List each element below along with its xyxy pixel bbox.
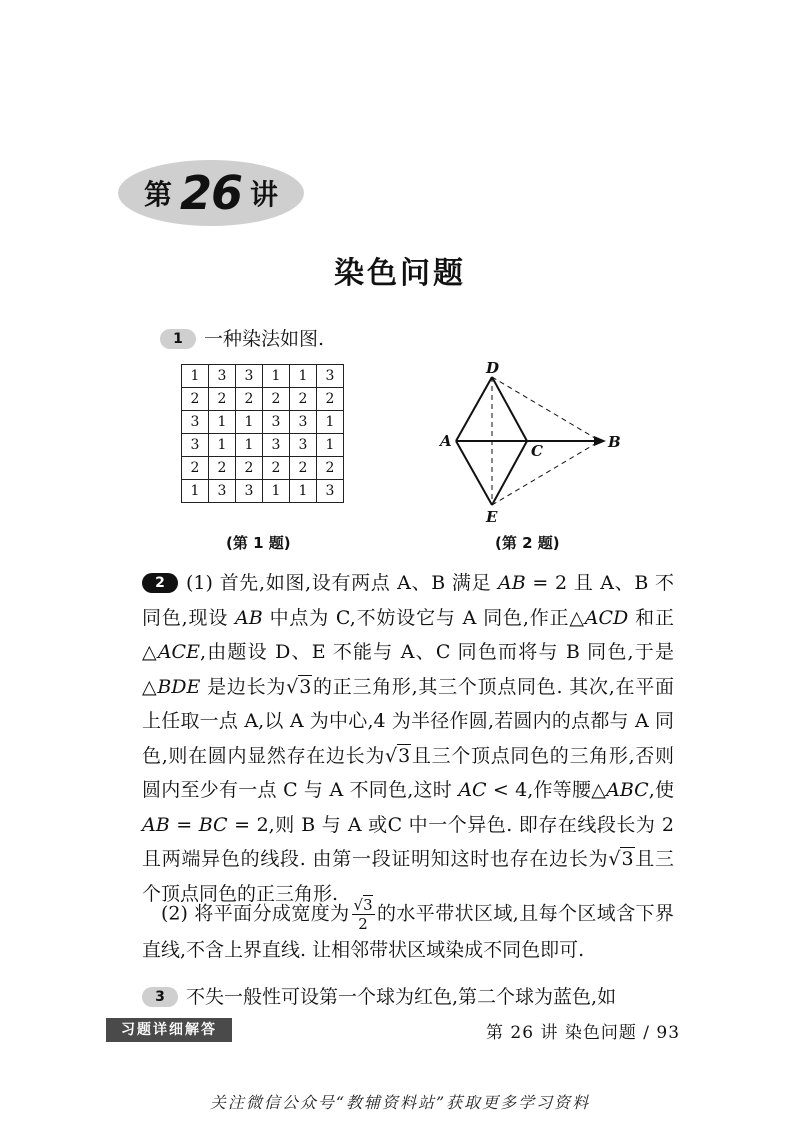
dashed-eb [492, 441, 600, 505]
grid-cell: 2 [263, 457, 290, 480]
grid-row [182, 365, 344, 388]
q2-seg: ,使 [648, 779, 674, 801]
grid-cell: 1 [182, 480, 209, 503]
fraction [352, 896, 375, 933]
chapter-prefix: 第 [143, 178, 172, 211]
grid-cell: 1 [209, 434, 236, 457]
q2-seg: = 2,则 B 与 A 或C 中一个异色. 即存在线段长为 2 且两端异色的线段. 由第一段证明知这时也存在边长为 [142, 813, 674, 870]
sqrt-symbol: √3 [608, 848, 634, 870]
footer-page-info: 第 26 讲 染色问题 / 93 [486, 1023, 681, 1043]
grid-cell: 3 [182, 411, 209, 434]
q2-seg: = [169, 813, 199, 836]
q2-math: AB [142, 813, 170, 836]
grid-cell: 1 [290, 365, 317, 388]
grid-cell: 3 [236, 480, 263, 503]
fraction-numerator-radicand: 3 [363, 896, 373, 914]
grid-cell: 2 [182, 457, 209, 480]
q2-math: ABC [606, 779, 649, 801]
grid-cell: 3 [290, 411, 317, 434]
question-3 [142, 980, 674, 1015]
grid-cell: 2 [236, 457, 263, 480]
sqrt-symbol: √3 [385, 744, 411, 767]
grid-cell: 2 [317, 388, 344, 411]
grid-cell: 3 [182, 434, 209, 457]
grid-row [182, 457, 344, 480]
grid-cell: 1 [317, 434, 344, 457]
grid-cell: 3 [290, 434, 317, 457]
question-1-text: 一种染法如图. [204, 328, 325, 350]
q2-seg: 且三个顶点同色的三角形,否则圆内至少有一点 C 与 A 不同色,这时 [142, 744, 674, 801]
segment-dc [492, 377, 527, 441]
grid-cell: 2 [290, 388, 317, 411]
figure-2-diagram [430, 360, 630, 525]
grid-row [182, 388, 344, 411]
grid-cell: 2 [290, 457, 317, 480]
label-c: C [531, 442, 543, 460]
grid-cell: 2 [263, 388, 290, 411]
q2-math: AB [498, 572, 526, 594]
grid-cell: 1 [263, 480, 290, 503]
grid-cell: 2 [236, 388, 263, 411]
grid-cell: 3 [317, 480, 344, 503]
q2-math: ACE [157, 641, 200, 663]
q2-seg: 中点为 C,不妨设它与 A 同色,作正△ [262, 606, 585, 629]
grid-cell: 1 [290, 480, 317, 503]
grid-row [182, 434, 344, 457]
footer-section-label: 习题详细解答 [106, 1018, 232, 1042]
label-a: A [440, 432, 452, 450]
grid-cell: 1 [236, 434, 263, 457]
q2-seg: 且三个顶点同色的正三角形. [142, 848, 674, 905]
q2-seg: = 2 且 A、B 不同色,现设 [142, 572, 675, 629]
sqrt-radicand: 3 [299, 675, 312, 698]
grid-cell: 1 [236, 411, 263, 434]
grid-cell: 1 [182, 365, 209, 388]
q2-math: BC [198, 813, 228, 836]
figure-1-caption: (第 1 题) [226, 534, 291, 552]
grid-row [182, 480, 344, 503]
question-1 [160, 324, 324, 351]
sqrt-radicand: 3 [621, 848, 634, 870]
grid-cell: 1 [263, 365, 290, 388]
question-2-part-1 [142, 566, 674, 911]
chapter-badge [118, 160, 304, 226]
label-b: B [608, 433, 621, 451]
grid-cell: 3 [236, 365, 263, 388]
grid-cell: 2 [209, 457, 236, 480]
grid-cell: 2 [209, 388, 236, 411]
q2-seg: 是边长为 [200, 675, 287, 698]
label-e: E [486, 508, 498, 525]
grid-row [182, 411, 344, 434]
chapter-number: 26 [179, 166, 242, 220]
q2-p2-text-b: 的水平带状区域,且每个区域含下界直线,不含上界直线. 让相邻带状区域染成不同色即可. [142, 902, 674, 961]
q2-seg: (1) 首先,如图,设有两点 A、B 满足 [186, 572, 499, 594]
page-title: 染色问题 [334, 256, 466, 291]
dashed-db [492, 377, 600, 441]
grid-cell: 3 [317, 365, 344, 388]
q2-seg: ,由题设 D、E 不能与 A、C 同色而将与 B 同色,于是△ [142, 641, 674, 698]
bottom-watermark-note: 关注微信公众号“教辅资料站”获取更多学习资料 [209, 1093, 591, 1112]
question-1-badge: 1 [160, 329, 196, 349]
q2-p2-text-a: (2) 将平面分成宽度为 [161, 902, 350, 925]
grid-cell: 3 [209, 365, 236, 388]
chapter-suffix: 讲 [250, 178, 279, 211]
q2-seg: 和正△ [142, 606, 674, 663]
figure-2-caption: (第 2 题) [495, 534, 560, 552]
segment-ae [456, 441, 492, 505]
question-2-badge: 2 [142, 573, 178, 593]
q2-math: ACD [584, 606, 629, 629]
q2-math: AC [458, 779, 487, 801]
grid-cell: 1 [317, 411, 344, 434]
grid-cell: 3 [209, 480, 236, 503]
fraction-numerator: √3 [353, 896, 373, 914]
grid-cell: 3 [263, 411, 290, 434]
sqrt-radicand: 3 [398, 744, 411, 767]
q2-math: BDE [157, 675, 201, 698]
label-d: D [486, 360, 500, 377]
question-2-part-2 [142, 896, 674, 968]
sqrt-symbol: √3 [286, 675, 312, 698]
segment-ad [456, 377, 492, 441]
coloring-grid [181, 364, 344, 503]
question-3-text: 不失一般性可设第一个球为红色,第二个球为蓝色,如 [186, 986, 617, 1008]
q2-math: AB [235, 606, 263, 629]
segment-ec [492, 441, 527, 505]
fraction-denominator: 2 [358, 915, 368, 933]
q2-seg: < 4,作等腰△ [486, 779, 607, 801]
grid-cell: 2 [317, 457, 344, 480]
grid-cell: 3 [263, 434, 290, 457]
question-3-badge: 3 [142, 987, 178, 1007]
q2-seg: 的正三角形,其三个顶点同色. 其次,在平面上任取一点 A,以 A 为中心,4 为半径作圆,若圆内的点都与 A 同色,则在圆内显然存在边长为 [142, 675, 674, 767]
grid-cell: 2 [182, 388, 209, 411]
grid-cell: 1 [209, 411, 236, 434]
arrowhead-b [594, 436, 606, 446]
